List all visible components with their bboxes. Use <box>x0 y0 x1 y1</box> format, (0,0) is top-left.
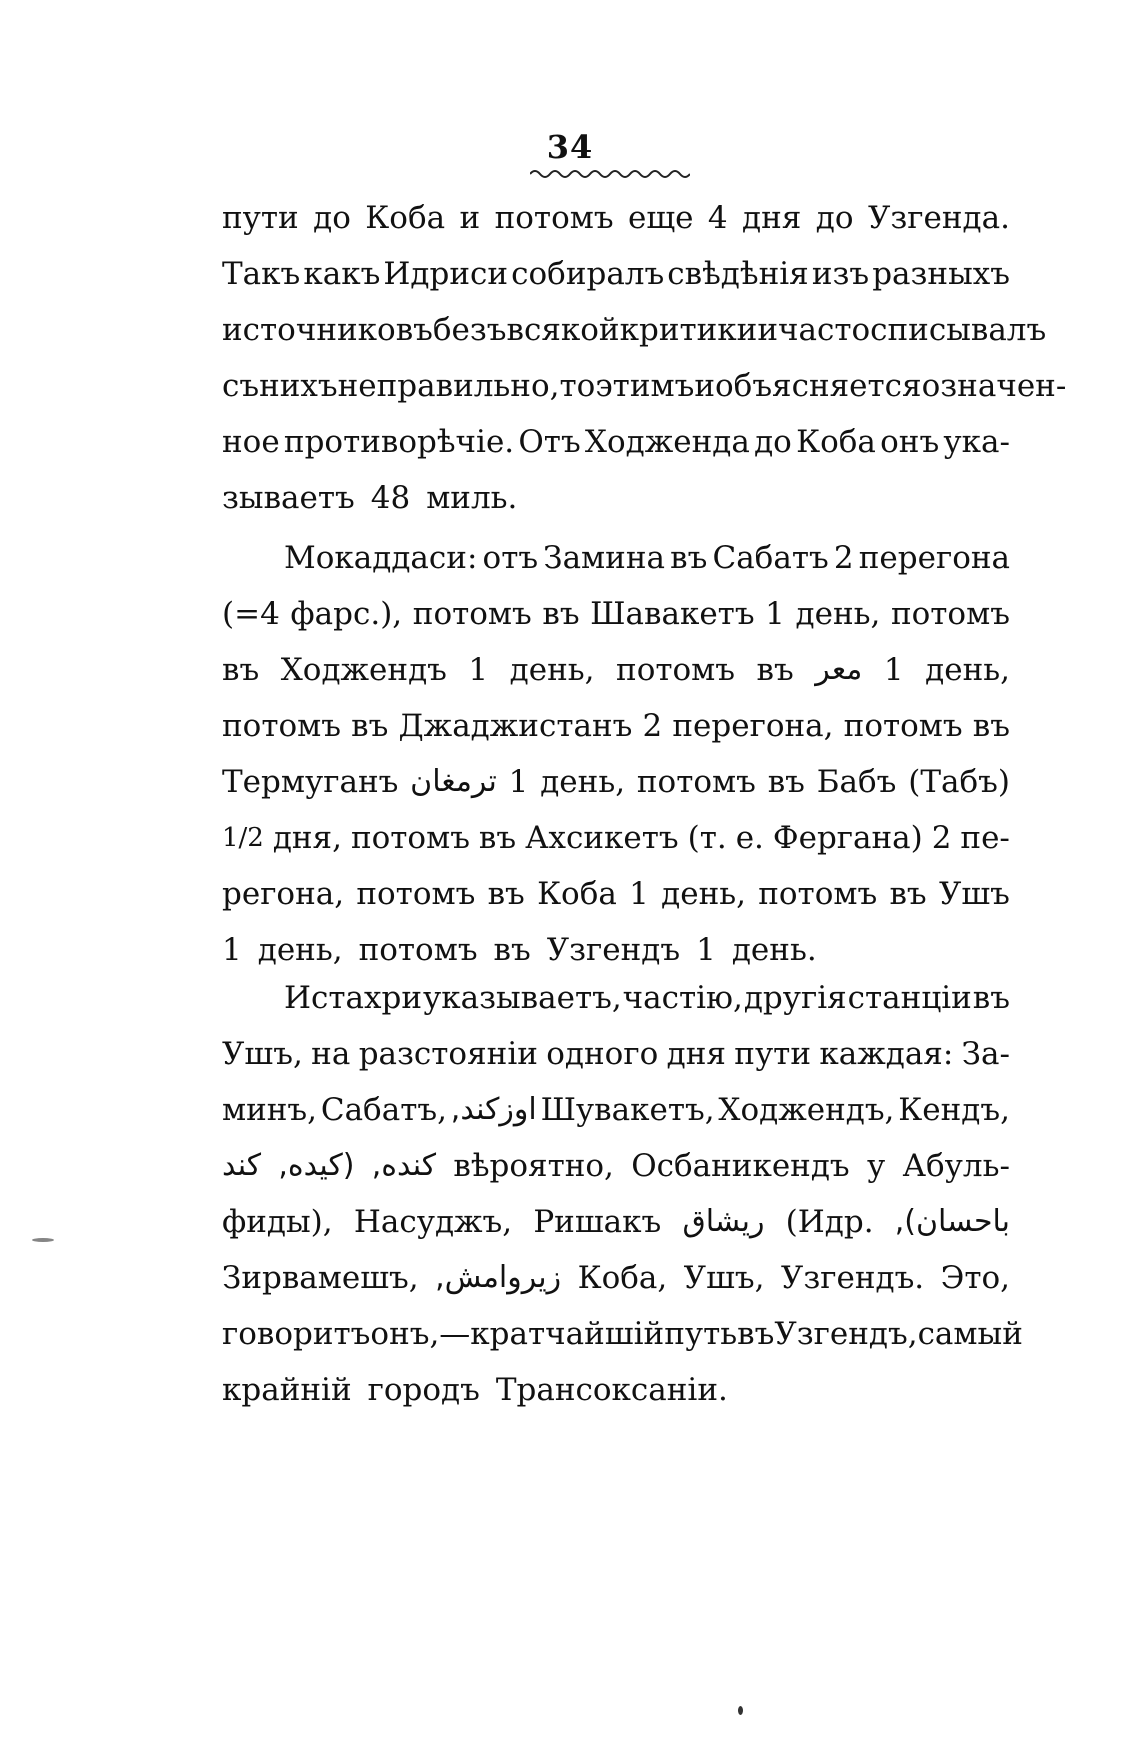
word: потомъ <box>616 652 736 688</box>
word: до <box>815 200 854 236</box>
word: زيروامش, <box>435 1260 562 1295</box>
word: нихъ <box>259 368 338 404</box>
word: потомъ <box>758 876 878 912</box>
word: Фергана) <box>772 820 923 856</box>
word: Ахсикетъ <box>525 820 679 856</box>
word: въ <box>737 1316 775 1352</box>
word: каждая: <box>819 1036 954 1072</box>
word: перегона, <box>672 708 834 744</box>
text-line <box>222 1250 1010 1306</box>
word: Шувакетъ, <box>540 1092 715 1128</box>
word: Коба <box>537 876 617 912</box>
paragraph-continuation <box>222 190 1067 526</box>
word: потомъ <box>358 932 478 968</box>
word: Узгендъ. <box>780 1260 925 1296</box>
word: съ <box>222 368 260 404</box>
word: какъ <box>303 256 381 292</box>
word: день, <box>540 764 626 800</box>
word: Кендъ, <box>898 1092 1010 1128</box>
word: дня, <box>272 820 342 856</box>
word: потомъ <box>636 764 756 800</box>
word: миль. <box>426 480 518 516</box>
word: 2 <box>642 708 663 744</box>
word: 1 <box>629 876 649 912</box>
word: 1 <box>222 932 242 968</box>
word: Зирвамешъ, <box>222 1260 419 1296</box>
text-line <box>222 1306 1023 1362</box>
word: معر <box>815 652 863 687</box>
text-line <box>222 970 1010 1026</box>
word: باحسان), <box>894 1204 1010 1239</box>
word: 1/2 <box>222 823 264 853</box>
text-line <box>222 1026 1010 1082</box>
word: потомъ <box>350 820 470 856</box>
word: Осбаникендъ <box>631 1148 850 1184</box>
text-line <box>222 642 1010 698</box>
paragraph-istakhri <box>222 970 1023 1418</box>
text-line <box>222 190 1010 246</box>
word: вѣроятно, <box>453 1148 614 1184</box>
word: на <box>311 1036 351 1072</box>
word: объясняется <box>715 368 922 404</box>
word: 2 <box>931 820 952 856</box>
word: Коба <box>365 200 446 236</box>
word: Шавакетъ <box>590 596 755 632</box>
word: въ <box>478 820 517 856</box>
word: критики <box>619 312 758 348</box>
word: другія <box>743 980 847 1016</box>
word: 48 <box>370 480 411 516</box>
word: списывалъ <box>870 312 1047 348</box>
word: потомъ <box>222 708 341 744</box>
word: неправильно, <box>337 368 560 404</box>
word: пути <box>222 200 299 236</box>
text-line <box>222 414 1010 470</box>
word: въ <box>972 708 1010 744</box>
word: За- <box>961 1036 1010 1072</box>
word: въ <box>222 652 260 688</box>
word: противорѣчіе. <box>283 424 515 460</box>
word: Узгенда. <box>867 200 1010 236</box>
word: Трансоксаніи. <box>495 1372 728 1408</box>
word: до <box>754 424 792 460</box>
text-line <box>222 1362 1010 1418</box>
word: станціи <box>847 980 972 1016</box>
word: онъ <box>880 424 940 460</box>
word: въ <box>487 876 525 912</box>
word: ное <box>222 424 280 460</box>
word: اوزكند, <box>450 1092 537 1127</box>
word: въ <box>670 540 708 576</box>
word: Узгендъ <box>546 932 681 968</box>
word: то <box>559 368 596 404</box>
word: пути <box>734 1036 811 1072</box>
word: всякой <box>506 312 620 348</box>
word: Ришакъ <box>533 1204 662 1240</box>
word: Ходжендъ, <box>718 1092 895 1128</box>
text-line <box>222 810 1010 866</box>
word: путь <box>664 1316 738 1352</box>
text-line <box>222 754 1010 810</box>
word: Коба <box>796 424 876 460</box>
word: и <box>694 368 715 404</box>
word: е. <box>735 820 764 856</box>
text-line <box>222 1138 1010 1194</box>
word: день, <box>509 652 595 688</box>
word: Бабъ <box>816 764 897 800</box>
word: день, <box>661 876 746 912</box>
word: разстояніи <box>358 1036 538 1072</box>
word: Ходженда <box>584 424 750 460</box>
word: онъ,—кратчайшій <box>370 1316 665 1352</box>
word: до <box>313 200 351 236</box>
word: 1 <box>696 932 716 968</box>
print-speck <box>32 1238 54 1242</box>
word: минъ, <box>222 1092 318 1128</box>
word: крайній <box>222 1372 352 1408</box>
word: день, <box>925 652 1010 688</box>
print-speck <box>738 1706 743 1715</box>
word: 1 <box>765 596 785 632</box>
word: отъ <box>482 540 539 576</box>
word: означен- <box>921 368 1067 404</box>
word: этимъ <box>595 368 695 404</box>
word: Ушъ, <box>683 1260 765 1296</box>
word: Ушъ <box>938 876 1010 912</box>
word: фиды), <box>222 1204 333 1240</box>
word: Абуль- <box>902 1148 1010 1184</box>
word: Мокаддаси: <box>284 540 478 576</box>
word: Узгендъ, <box>774 1316 918 1352</box>
text-line <box>222 470 1010 526</box>
word: въ <box>972 980 1010 1016</box>
word: Отъ <box>518 424 581 460</box>
word: Ходжендъ <box>280 652 447 688</box>
word: (كيده, <box>278 1148 355 1183</box>
word: фарс.), <box>290 596 403 632</box>
word: Это, <box>940 1260 1010 1296</box>
word: въ <box>889 876 927 912</box>
word: собиралъ <box>511 256 665 292</box>
word: (Идр. <box>785 1204 874 1240</box>
word: говоритъ <box>222 1316 371 1352</box>
word: Идриси <box>383 256 509 292</box>
text-line <box>222 1194 1010 1250</box>
text-line <box>222 358 1067 414</box>
text-line <box>222 586 1010 642</box>
word: и <box>459 200 481 236</box>
word: ука- <box>943 424 1010 460</box>
word: въ <box>542 596 580 632</box>
word: день. <box>731 932 817 968</box>
text-line <box>222 866 1010 922</box>
word: (=4 <box>222 596 280 632</box>
word: и <box>757 312 778 348</box>
word: Замина <box>543 540 665 576</box>
word: Сабатъ <box>712 540 829 576</box>
word: 2 <box>833 540 854 576</box>
word: еще <box>627 200 694 236</box>
word: самый <box>917 1316 1023 1352</box>
word: перегона <box>858 540 1010 576</box>
word: указываетъ, <box>422 980 622 1016</box>
word: Истахри <box>284 980 423 1016</box>
word: потомъ <box>356 876 476 912</box>
word: регона, <box>222 876 345 912</box>
word: Коба, <box>577 1260 668 1296</box>
word: ترمغان <box>410 764 497 799</box>
word: въ <box>756 652 794 688</box>
word: ريشاق <box>682 1204 765 1239</box>
word: Термуганъ <box>222 764 399 800</box>
word: дня <box>742 200 802 236</box>
word: частію, <box>622 980 743 1016</box>
word: Джаджистанъ <box>398 708 633 744</box>
word: потомъ <box>494 200 614 236</box>
word: (Табъ) <box>908 764 1010 800</box>
word: (т. <box>687 820 727 856</box>
word: разныхъ <box>872 256 1010 292</box>
word: 1 <box>508 764 529 800</box>
word: у <box>866 1148 886 1184</box>
word: въ <box>493 932 531 968</box>
word: Сабатъ, <box>320 1092 447 1128</box>
word: потомъ <box>412 596 532 632</box>
word: Ушъ, <box>222 1036 303 1072</box>
word: дня <box>666 1036 726 1072</box>
page-number: 34 <box>546 128 594 166</box>
word: Такъ <box>222 256 301 292</box>
text-line <box>222 698 1010 754</box>
paragraph-mokaddasi <box>222 530 1010 978</box>
word: въ <box>767 764 805 800</box>
text-line <box>222 246 1010 302</box>
word: изъ <box>811 256 870 292</box>
word: источниковъ <box>222 312 433 348</box>
page-number-ornament <box>530 168 690 180</box>
word: пе- <box>960 820 1010 856</box>
word: зываетъ <box>222 480 355 516</box>
text-line <box>222 1082 1010 1138</box>
word: въ <box>351 708 389 744</box>
word: день, <box>795 596 881 632</box>
word: день, <box>257 932 343 968</box>
word: одного <box>546 1036 659 1072</box>
word: 1 <box>883 652 904 688</box>
word: потомъ <box>843 708 963 744</box>
word: часто <box>778 312 871 348</box>
word: потомъ <box>890 596 1010 632</box>
word: كنده, <box>371 1148 437 1183</box>
text-line <box>222 530 1010 586</box>
word: 4 <box>707 200 728 236</box>
text-line <box>222 302 1047 358</box>
word: городъ <box>367 1372 480 1408</box>
word: 1 <box>468 652 489 688</box>
word: Насуджъ, <box>353 1204 513 1240</box>
word: безъ <box>432 312 507 348</box>
word: свѣдѣнія <box>667 256 809 292</box>
word: كند <box>222 1148 262 1183</box>
